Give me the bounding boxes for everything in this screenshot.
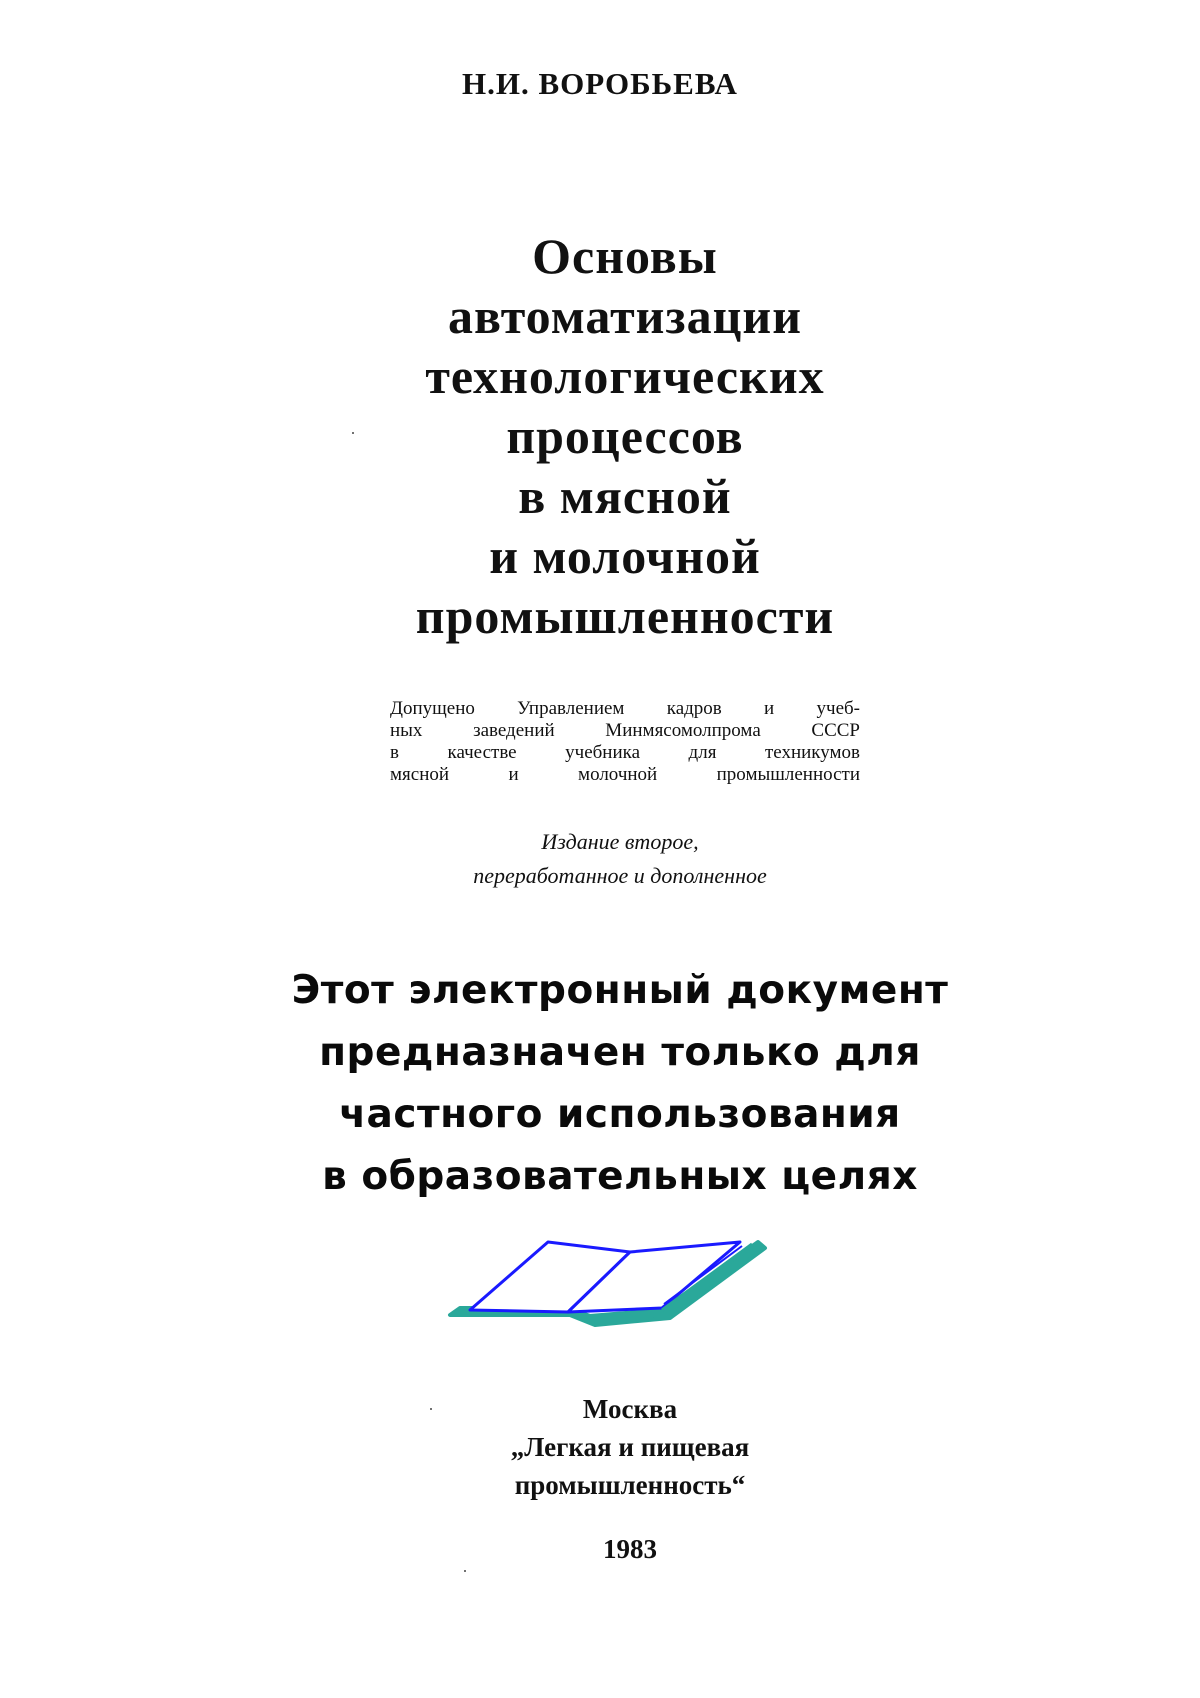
title-line: процессов	[506, 408, 744, 464]
publication-year: 1983	[603, 1534, 657, 1564]
scan-speck	[464, 1570, 466, 1572]
approval-line: мясной и молочной промышленности	[390, 764, 860, 785]
title-line: автоматизации	[447, 288, 802, 344]
publisher-info	[370, 1390, 890, 1568]
title-line: в мясной	[518, 468, 732, 524]
notice-line: Этот электронный документ	[291, 968, 949, 1013]
notice-line: в образовательных целях	[322, 1154, 918, 1199]
scan-speck	[352, 432, 354, 434]
publisher-city: Москва	[582, 1394, 678, 1424]
edition-line: Издание второе,	[541, 829, 699, 854]
approval-line: Допущено Управлением кадров и учеб-	[390, 698, 860, 719]
approval-line: в качестве учебника для техникумов	[390, 742, 860, 763]
title-line: технологических	[425, 348, 825, 404]
edition-note	[380, 825, 860, 893]
notice-line: частного использования	[339, 1092, 901, 1137]
approval-line: ных заведений Минмясомолпрома СССР	[390, 720, 860, 741]
book-title	[0, 226, 1200, 646]
usage-notice	[0, 960, 1200, 1208]
approval-statement	[390, 698, 860, 786]
title-line: промышленности	[415, 588, 835, 644]
author-name: Н.И. ВОРОБЬЕВА	[462, 66, 738, 101]
open-book-icon	[440, 1230, 780, 1340]
publisher-name: „Легкая и пищевая	[510, 1432, 750, 1462]
scan-speck	[430, 1408, 432, 1410]
notice-line: предназначен только для	[319, 1030, 921, 1075]
title-line: Основы	[532, 228, 718, 284]
edition-line: переработанное и дополненное	[473, 863, 767, 888]
title-line: и молочной	[489, 528, 761, 584]
publisher-name: промышленность“	[514, 1470, 746, 1500]
